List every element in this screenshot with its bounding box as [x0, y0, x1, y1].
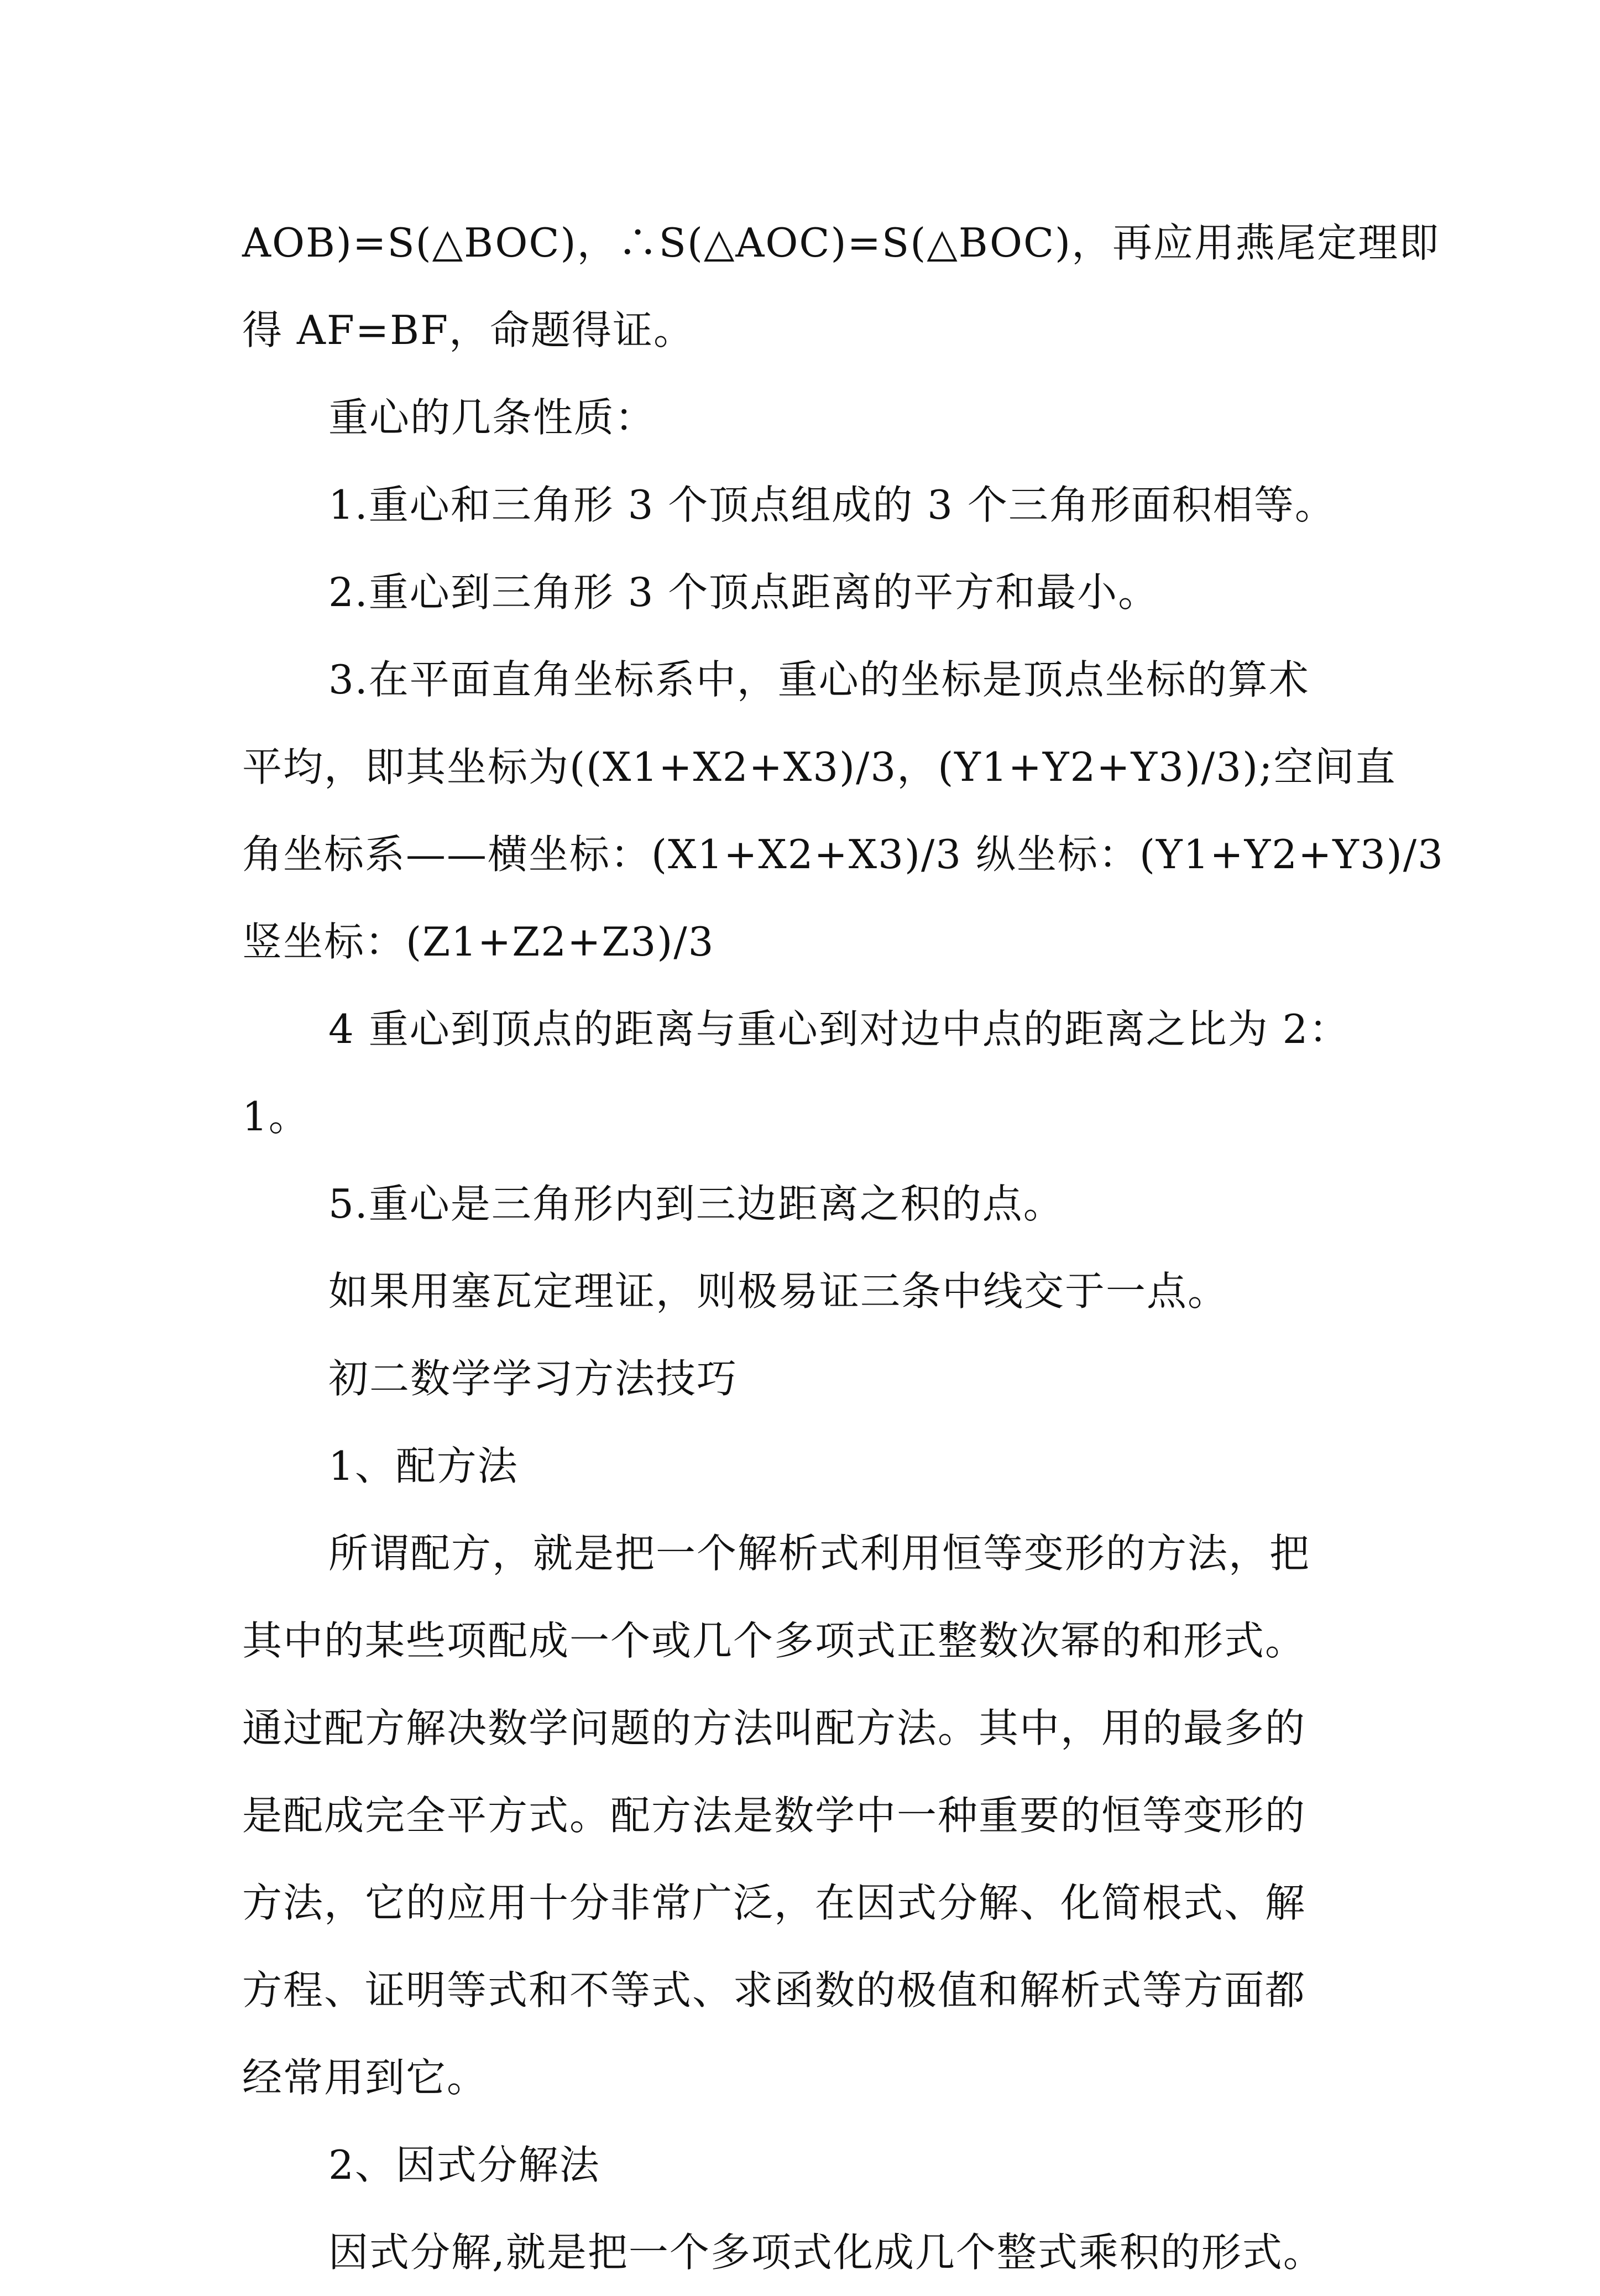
text-line: 其中的某些项配成一个或几个多项式正整数次幂的和形式。: [242, 1617, 1306, 1664]
text-line: 1、配方法: [328, 1443, 519, 1489]
text-line: 4 重心到顶点的距离与重心到对边中点的距离之比为 2：: [328, 1006, 1350, 1052]
text-line: 竖坐标：(Z1+Z2+Z3)/3: [242, 919, 715, 965]
text-line: 5.重心是三角形内到三边距离之积的点。: [328, 1181, 1064, 1227]
text-line: 3.在平面直角坐标系中，重心的坐标是顶点坐标的算术: [328, 656, 1310, 703]
text-line: 角坐标系——横坐标：(X1+X2+X3)/3 纵坐标：(Y1+Y2+Y3)/3: [242, 831, 1444, 878]
text-line: 方法，它的应用十分非常广泛，在因式分解、化简根式、解: [242, 1880, 1306, 1926]
text-line: 经常用到它。: [242, 2054, 488, 2101]
text-line: 平均，即其坐标为((X1+X2+X3)/3，(Y1+Y2+Y3)/3);空间直: [242, 744, 1397, 790]
text-line: 1。: [242, 1093, 310, 1140]
text-line: 方程、证明等式和不等式、求函数的极值和解析式等方面都: [242, 1967, 1306, 2013]
text-line: 通过配方解决数学问题的方法叫配方法。其中，用的最多的: [242, 1705, 1306, 1751]
text-line: 1.重心和三角形 3 个顶点组成的 3 个三角形面积相等。: [328, 482, 1336, 528]
body-text: [242, 199, 1444, 2296]
text-line: 重心的几条性质：: [328, 394, 656, 441]
text-line: 是配成完全平方式。配方法是数学中一种重要的恒等变形的: [242, 1792, 1306, 1839]
text-line: AOB)=S(△BOC)，∴S(△AOC)=S(△BOC)，再应用燕尾定理即: [242, 220, 1440, 266]
text-line: 初二数学学习方法技巧: [328, 1355, 738, 1402]
text-line: 2.重心到三角形 3 个顶点距离的平方和最小。: [328, 569, 1159, 615]
text-line: 得 AF=BF，命题得证。: [242, 307, 695, 353]
text-line: 如果用塞瓦定理证，则极易证三条中线交于一点。: [328, 1268, 1229, 1314]
text-line: 所谓配方，就是把一个解析式利用恒等变形的方法，把: [328, 1530, 1311, 1577]
text-line: 因式分解,就是把一个多项式化成几个整式乘积的形式。: [328, 2229, 1324, 2276]
text-line: 2、因式分解法: [328, 2142, 600, 2188]
